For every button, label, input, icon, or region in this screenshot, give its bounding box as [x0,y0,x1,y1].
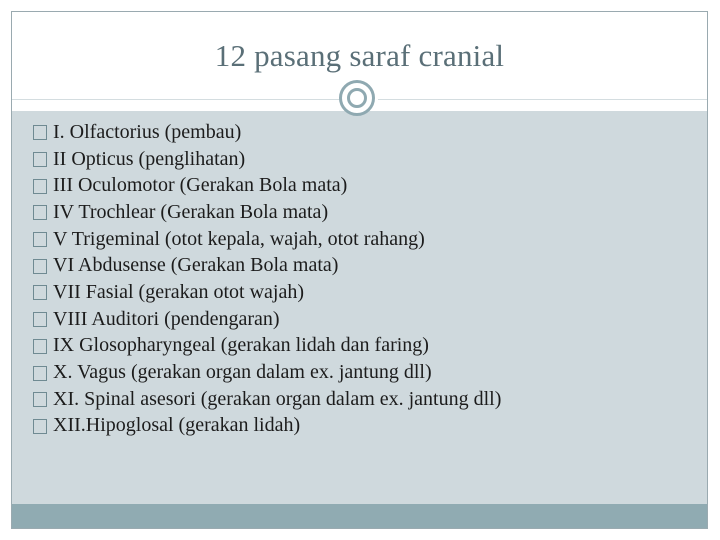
square-bullet-icon [33,419,47,434]
list-item [33,172,501,199]
square-bullet-icon [33,259,47,274]
list-item-text: X. Vagus (gerakan organ dalam ex. jantung dll) [53,361,432,384]
list-item-text: V Trigeminal (otot kepala, wajah, otot rahang) [53,227,425,250]
list-item [33,386,501,413]
square-bullet-icon [33,366,47,381]
list-item-text: VII Fasial (gerakan otot wajah) [53,280,305,303]
square-bullet-icon [33,339,47,354]
list-item-text: IV Trochlear (Gerakan Bola mata) [53,200,329,223]
list-item-text: IX Glosopharyngeal (gerakan lidah dan faring) [53,334,429,357]
list-item [33,333,501,360]
square-bullet-icon [33,152,47,167]
list-item [33,199,501,226]
list-item-text: VIII Auditori (pendengaran) [53,307,280,330]
square-bullet-icon [33,285,47,300]
list-item [33,306,501,333]
list-item-text: XI. Spinal asesori (gerakan organ dalam ex. jantung dll) [53,387,502,410]
list-item-text: II Opticus (penglihatan) [53,147,246,170]
square-bullet-icon [33,179,47,194]
square-bullet-icon [33,125,47,140]
list-item [33,413,501,440]
slide-title: 12 pasang saraf cranial [214,38,505,73]
list-item-text: XII.Hipoglosal (gerakan lidah) [53,414,301,437]
title-divider-right [378,99,707,100]
list-item [33,146,501,173]
square-bullet-icon [33,205,47,220]
title-divider-left [12,99,342,100]
list-item [33,226,501,253]
square-bullet-icon [33,312,47,327]
list-item [33,359,501,386]
footer-bar [12,504,707,528]
list-item [33,279,501,306]
list-item-text: I. Olfactorius (pembau) [53,120,242,143]
list-item [33,252,501,279]
cranial-nerve-list [33,119,501,439]
square-bullet-icon [33,392,47,407]
circle-ornament-inner [347,88,367,108]
list-item-text: III Oculomotor (Gerakan Bola mata) [53,174,348,197]
list-item [33,119,501,146]
square-bullet-icon [33,232,47,247]
circle-ornament-icon [339,80,375,116]
list-item-text: VI Abdusense (Gerakan Bola mata) [53,254,339,277]
